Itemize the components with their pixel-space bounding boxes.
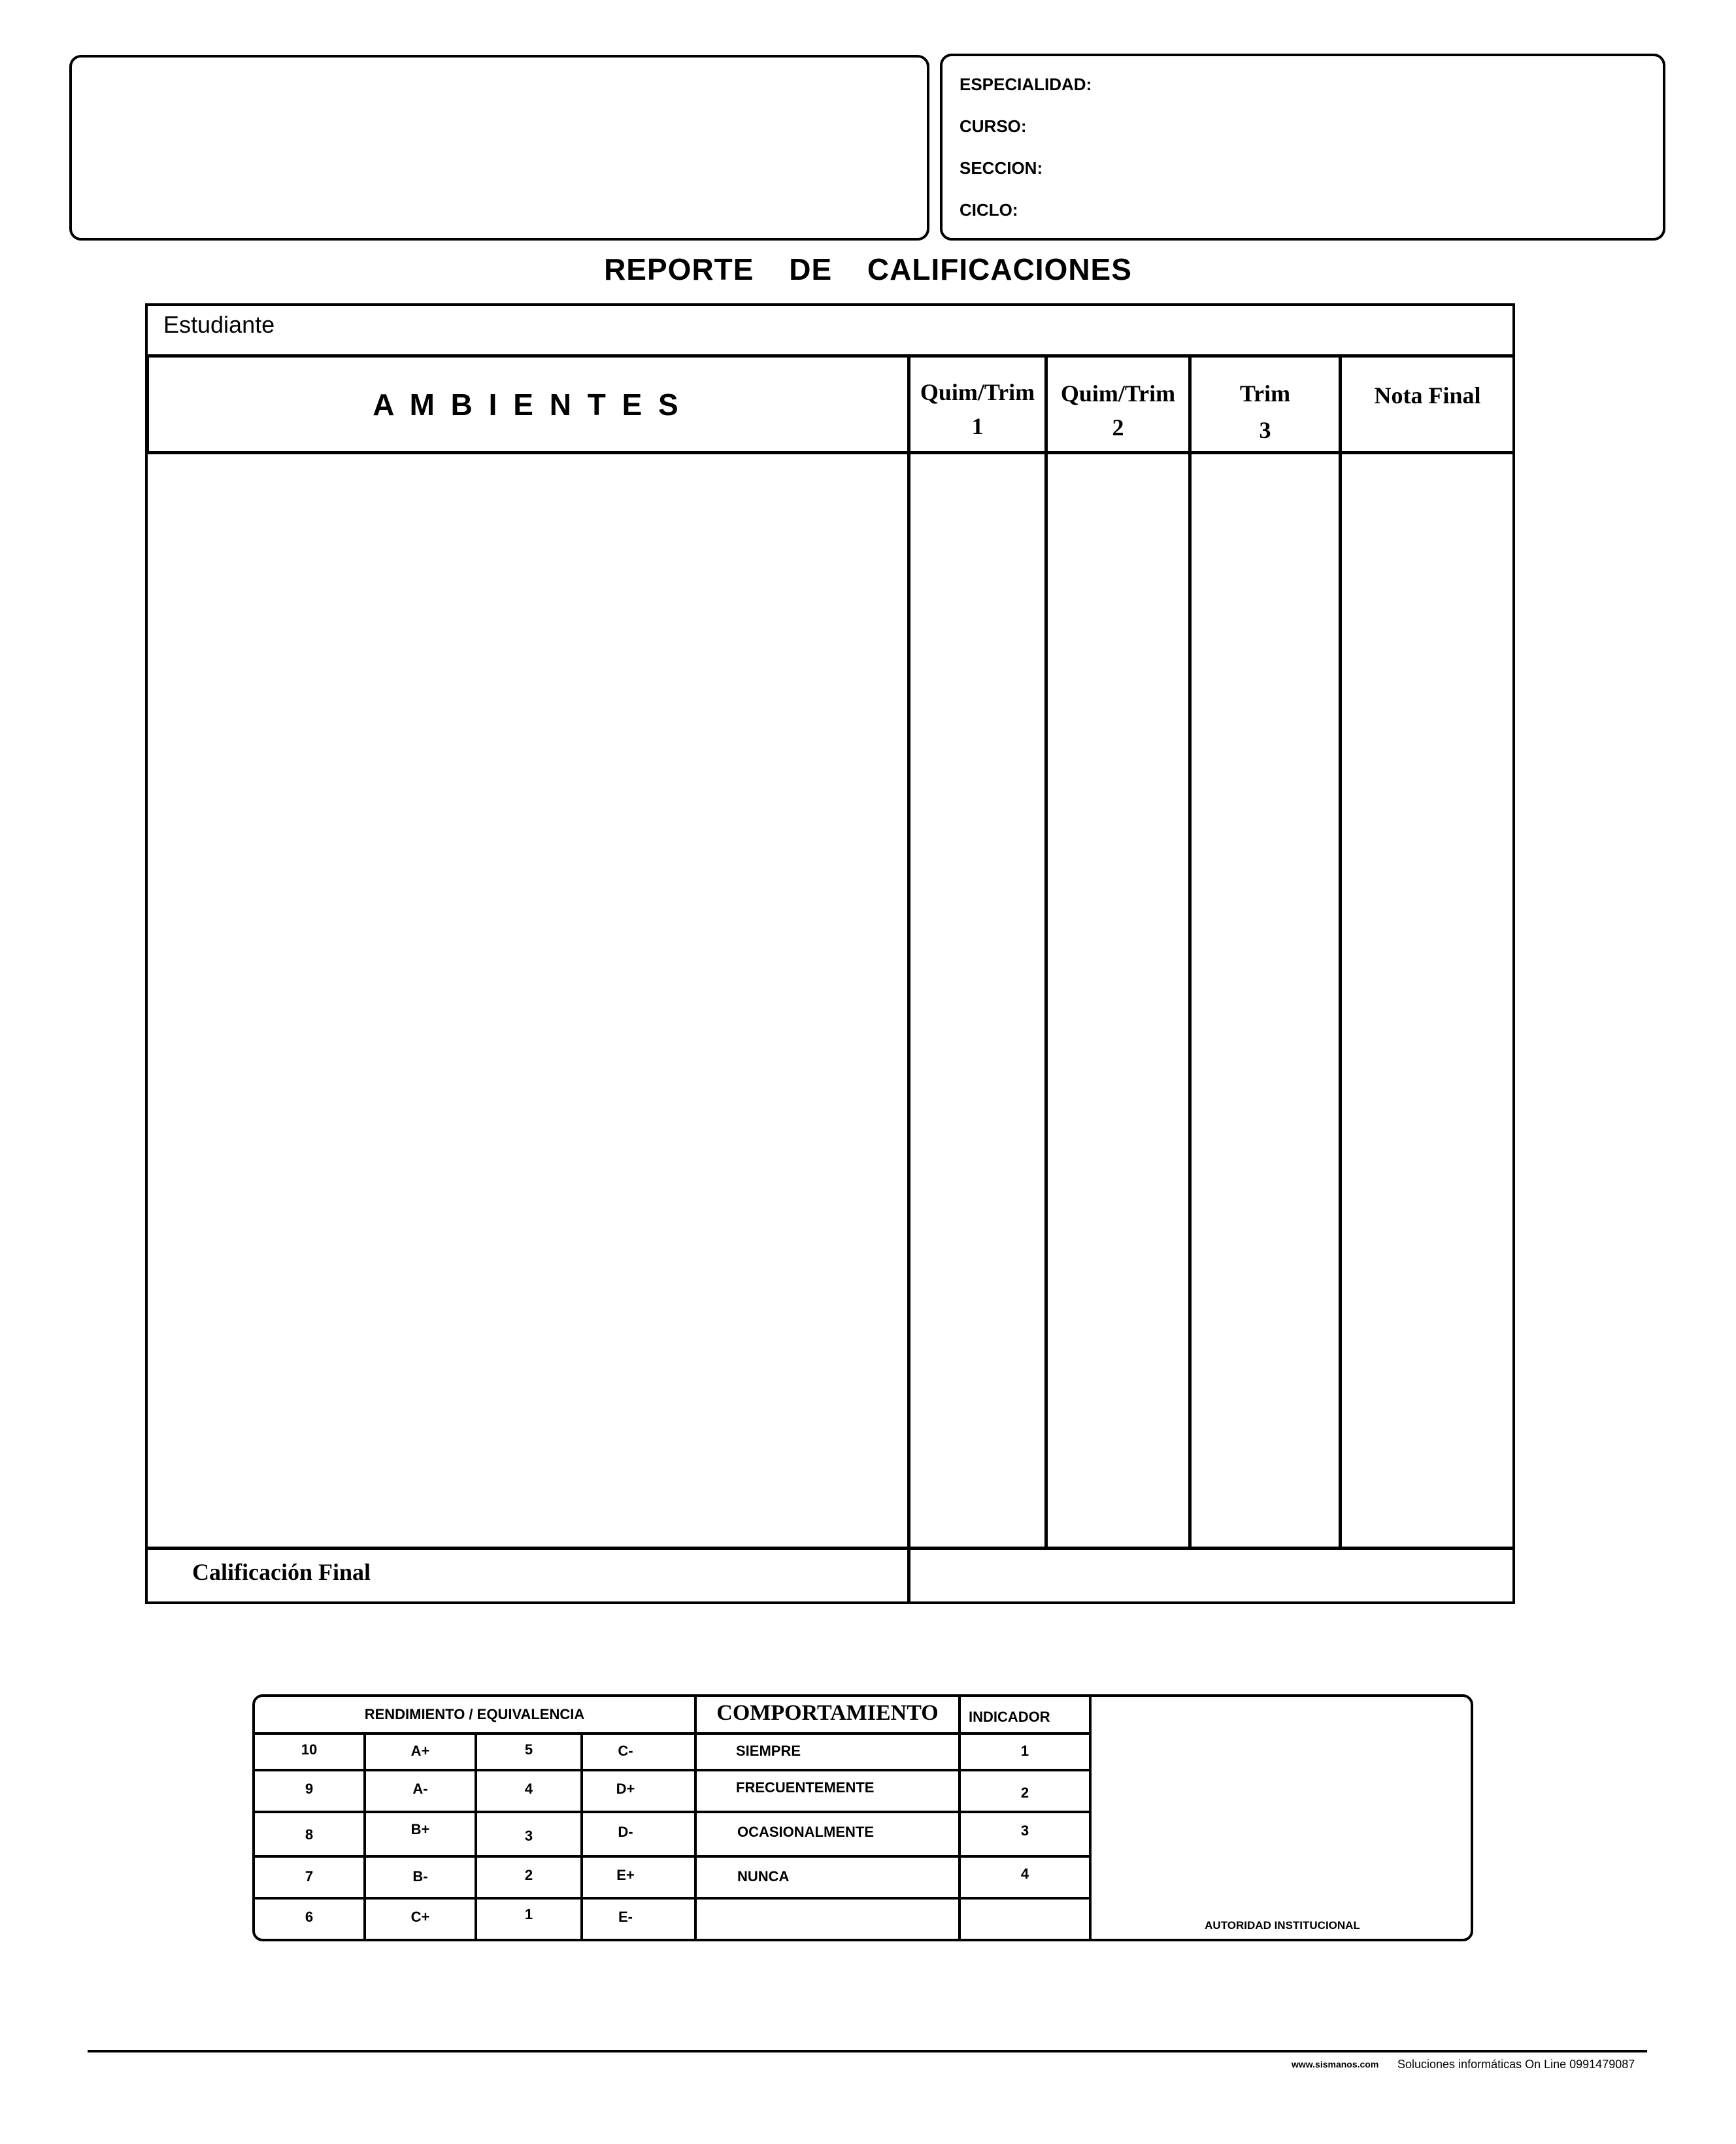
legend-hline-2: [254, 1811, 1092, 1813]
t3-header-line1: Trim: [1239, 380, 1291, 407]
legend-vline-f: [1089, 1694, 1092, 1941]
behavior-label: SIEMPRE: [736, 1743, 801, 1759]
rend-cell: B-: [412, 1868, 428, 1884]
student-label: Estudiante: [163, 311, 275, 338]
col-divider-4: [1339, 354, 1342, 1549]
ambientes-header: A M B I E N T E S: [373, 388, 682, 422]
behavior-value: 4: [1020, 1866, 1029, 1882]
legend-hline-header: [254, 1732, 1092, 1735]
legend-vline-d: [694, 1694, 697, 1941]
t3-header-line2: 3: [1259, 417, 1271, 443]
rend-cell: 6: [305, 1909, 314, 1925]
rend-cell: E+: [616, 1867, 635, 1883]
legend-vline-e: [958, 1694, 961, 1941]
rend-cell: 8: [305, 1826, 314, 1843]
ciclo-label: CICLO:: [960, 200, 1018, 220]
col-divider-2: [1044, 354, 1048, 1549]
header-info-box: [940, 54, 1665, 241]
legend-hline-1: [254, 1769, 1092, 1771]
table-body-bottom-line: [145, 1547, 1515, 1550]
rend-cell: A-: [412, 1781, 428, 1797]
rend-cell: C+: [410, 1909, 430, 1925]
col-divider-3: [1188, 354, 1192, 1549]
rend-cell: C-: [618, 1743, 633, 1759]
rend-cell: D-: [618, 1824, 633, 1840]
rendimiento-header: RENDIMIENTO / EQUIVALENCIA: [364, 1706, 585, 1722]
comportamiento-header: COMPORTAMIENTO: [716, 1701, 939, 1725]
footer-rule: [88, 2050, 1647, 2052]
rend-cell: 3: [524, 1828, 533, 1844]
legend-hline-4: [254, 1897, 1092, 1900]
table-header-bottom-line: [145, 451, 1515, 454]
autoridad-label: AUTORIDAD INSTITUCIONAL: [1205, 1919, 1360, 1932]
final-header: Nota Final: [1374, 382, 1481, 409]
table-header-top-line: [145, 354, 1515, 358]
especialidad-label: ESPECIALIDAD:: [960, 75, 1092, 94]
behavior-value: 1: [1020, 1743, 1029, 1759]
rend-cell: A+: [410, 1743, 430, 1759]
col-divider-1: [907, 354, 910, 1604]
final-grade-label: Calificación Final: [192, 1559, 371, 1585]
rend-cell: 1: [524, 1906, 533, 1922]
q1-header-line1: Quim/Trim: [920, 379, 1035, 405]
rend-cell: D+: [616, 1781, 635, 1797]
footer-website: www.sismanos.com: [1292, 2059, 1379, 2069]
seccion-label: SECCION:: [960, 158, 1043, 178]
t3-header: [1192, 375, 1339, 448]
curso-label: CURSO:: [960, 116, 1027, 136]
behavior-label: FRECUENTEMENTE: [736, 1779, 875, 1796]
rend-cell: E-: [618, 1909, 633, 1925]
rend-cell: 5: [524, 1741, 533, 1758]
behavior-label: NUNCA: [737, 1868, 790, 1884]
rend-cell: B+: [410, 1821, 430, 1837]
footer-company: Soluciones informáticas On Line 0991479087: [1397, 2058, 1635, 2071]
behavior-value: 2: [1020, 1784, 1029, 1801]
rend-cell: 4: [524, 1781, 533, 1797]
rend-cell: 10: [301, 1741, 318, 1758]
grades-table: [145, 303, 1515, 1604]
q1-header: [910, 375, 1044, 443]
indicador-header: INDICADOR: [969, 1709, 1050, 1725]
legend-box: [252, 1694, 1473, 1941]
rend-cell: 9: [305, 1781, 314, 1797]
behavior-value: 3: [1020, 1822, 1029, 1839]
rend-cell: 7: [305, 1868, 314, 1884]
behavior-label: OCASIONALMENTE: [737, 1824, 874, 1840]
page-title: REPORTE DE CALIFICACIONES: [604, 252, 1132, 286]
q1-header-line2: 1: [971, 413, 984, 439]
q2-header-line2: 2: [1112, 414, 1124, 441]
q2-header-line1: Quim/Trim: [1060, 380, 1176, 407]
legend-hline-3: [254, 1855, 1092, 1858]
header-left-box: [69, 55, 929, 241]
q2-header: [1048, 377, 1188, 444]
rend-cell: 2: [524, 1867, 533, 1883]
